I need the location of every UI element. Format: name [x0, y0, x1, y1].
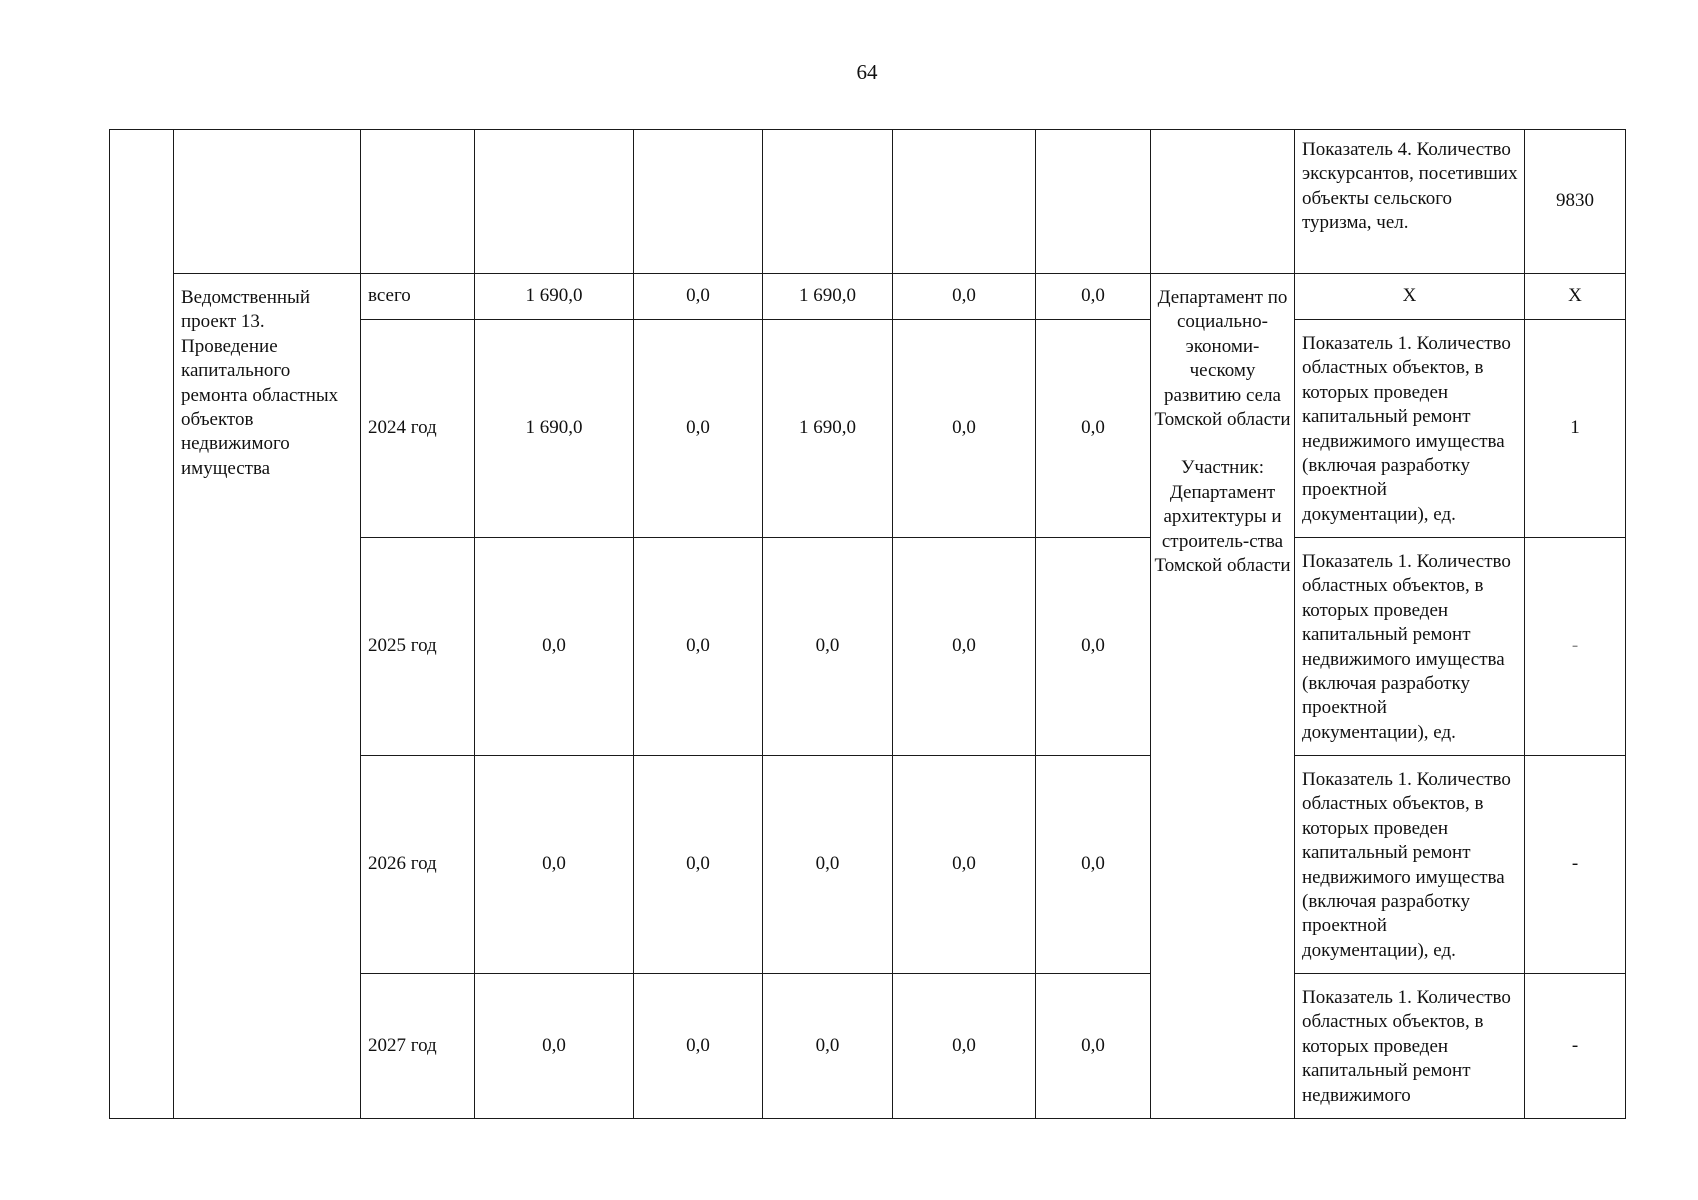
- empty-cell: [1036, 130, 1151, 274]
- period-cell: 2025 год: [361, 538, 475, 756]
- program-table: [109, 129, 1626, 1119]
- empty-cell: [174, 130, 361, 274]
- amount-cell: 0,0: [893, 320, 1036, 538]
- index-cell: [110, 130, 174, 1119]
- indicator-value: -: [1525, 756, 1626, 974]
- amount-cell: 0,0: [634, 538, 763, 756]
- empty-cell: [475, 130, 634, 274]
- empty-cell: [1151, 130, 1295, 274]
- amount-cell: 1 690,0: [475, 274, 634, 320]
- executor-text: Департамент по социально-экономи-ческому развитию села Томской области: [1154, 287, 1291, 431]
- project-name-cell: Ведомственный проект 13. Проведение капитального ремонта областных объектов недвижимого имущества: [174, 274, 361, 1119]
- amount-cell: 0,0: [893, 974, 1036, 1119]
- indicator-cell: Показатель 1. Количество областных объектов, в которых проведен капитальный ремонт недвижимого имущества (включая разработку проектной документации), ед.: [1295, 756, 1525, 974]
- amount-cell: 0,0: [634, 274, 763, 320]
- indicator-value: -: [1525, 538, 1626, 756]
- period-cell: 2024 год: [361, 320, 475, 538]
- indicator-cell: Показатель 4. Количество экскурсантов, посетивших объекты сельского туризма, чел.: [1295, 130, 1525, 274]
- indicator-value: X: [1525, 274, 1626, 320]
- amount-cell: 0,0: [1036, 274, 1151, 320]
- amount-cell: 0,0: [475, 974, 634, 1119]
- empty-cell: [634, 130, 763, 274]
- page-number: 64: [856, 60, 878, 84]
- indicator-cell: Показатель 1. Количество областных объектов, в которых проведен капитальный ремонт недвижимого: [1295, 974, 1525, 1119]
- indicator-cell: Показатель 1. Количество областных объектов, в которых проведен капитальный ремонт недвижимого имущества (включая разработку проектной документации), ед.: [1295, 538, 1525, 756]
- amount-cell: 0,0: [1036, 320, 1151, 538]
- indicator-cell: X: [1295, 274, 1525, 320]
- period-cell: 2026 год: [361, 756, 475, 974]
- amount-cell: 0,0: [1036, 974, 1151, 1119]
- indicator-value: 9830: [1525, 130, 1626, 274]
- amount-cell: 1 690,0: [763, 320, 893, 538]
- amount-cell: 0,0: [1036, 538, 1151, 756]
- amount-cell: 0,0: [475, 756, 634, 974]
- amount-cell: 1 690,0: [763, 274, 893, 320]
- indicator-cell: Показатель 1. Количество областных объектов, в которых проведен капитальный ремонт недвижимого имущества (включая разработку проектной документации), ед.: [1295, 320, 1525, 538]
- amount-cell: 0,0: [634, 974, 763, 1119]
- amount-cell: 0,0: [763, 974, 893, 1119]
- amount-cell: 0,0: [634, 756, 763, 974]
- indicator-value: 1: [1525, 320, 1626, 538]
- participant-text: Участник: Департамент архитектуры и строитель-ства Томской области: [1154, 457, 1291, 577]
- empty-cell: [361, 130, 475, 274]
- amount-cell: 0,0: [763, 538, 893, 756]
- amount-cell: 0,0: [1036, 756, 1151, 974]
- amount-cell: 0,0: [475, 538, 634, 756]
- amount-cell: 0,0: [634, 320, 763, 538]
- amount-cell: 0,0: [893, 538, 1036, 756]
- executor-cell: [1151, 274, 1295, 1119]
- empty-cell: [763, 130, 893, 274]
- period-cell: 2027 год: [361, 974, 475, 1119]
- amount-cell: 1 690,0: [475, 320, 634, 538]
- table-row: [110, 130, 1626, 274]
- empty-cell: [893, 130, 1036, 274]
- period-cell: всего: [361, 274, 475, 320]
- amount-cell: 0,0: [893, 756, 1036, 974]
- amount-cell: 0,0: [763, 756, 893, 974]
- amount-cell: 0,0: [893, 274, 1036, 320]
- indicator-value: -: [1525, 974, 1626, 1119]
- table-row: [110, 274, 1626, 320]
